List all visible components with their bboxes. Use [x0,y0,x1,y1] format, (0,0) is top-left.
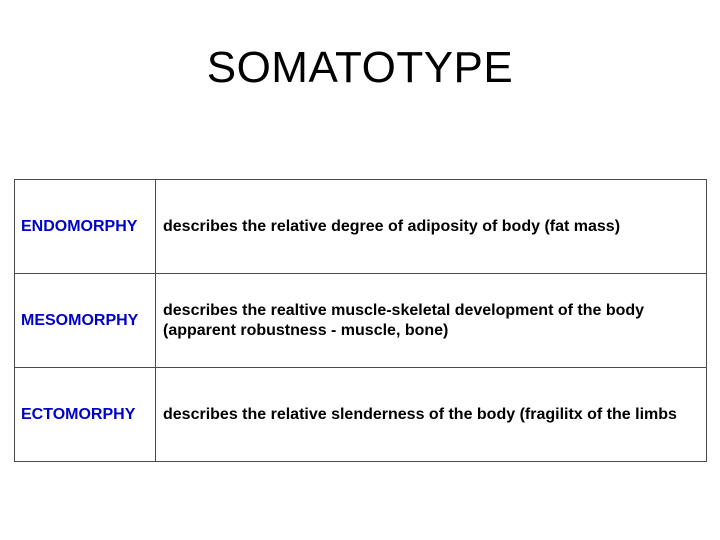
description-cell: describes the relative degree of adiposity of body (fat mass) [156,180,707,274]
description-cell: describes the relative slenderness of the body (fragilitx of the limbs [156,368,707,462]
definitions-table [14,179,707,462]
term-cell [15,274,156,368]
table-row [15,368,707,462]
term-cell [15,368,156,462]
slide-title: SOMATOTYPE [206,43,514,92]
term-label: ENDOMORPHY [21,217,138,235]
table-row [15,274,707,368]
table-row [15,180,707,274]
description-cell: describes the realtive muscle-skeletal development of the body (apparent robustness - muscle, bone) [156,274,707,368]
term-cell [15,180,156,274]
term-label: MESOMORPHY [21,311,139,329]
term-label: ECTOMORPHY [21,405,136,423]
